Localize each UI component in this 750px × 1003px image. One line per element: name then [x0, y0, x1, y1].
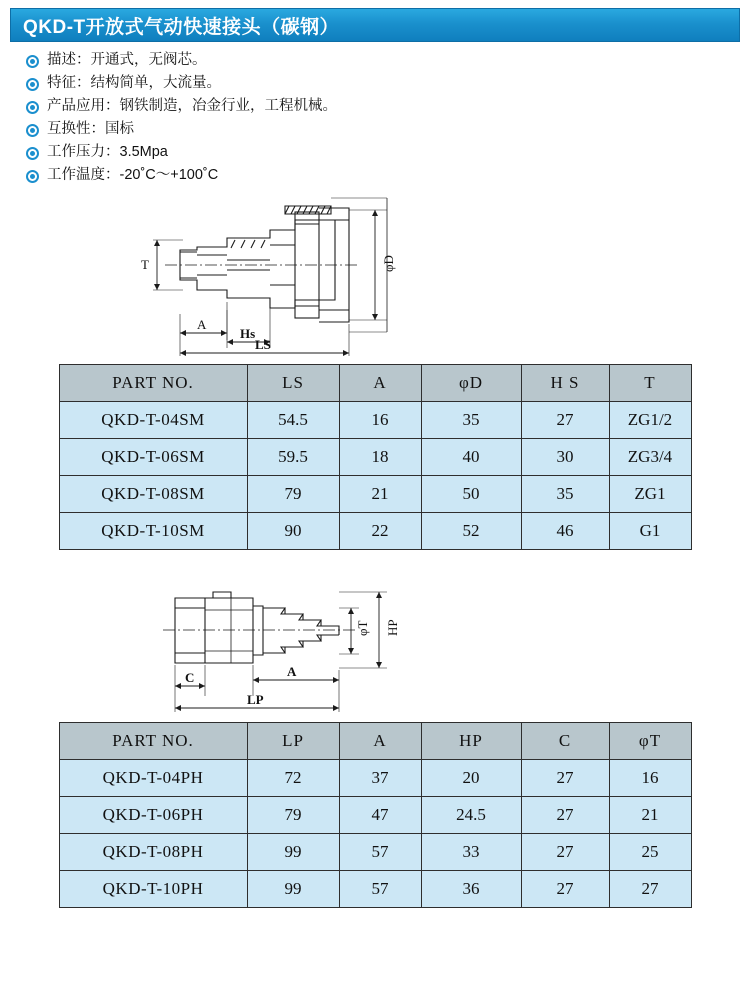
plug-table-wrapper: [0, 722, 750, 908]
cell-c: 27: [521, 871, 609, 908]
cell-a: 37: [339, 760, 421, 797]
cell-part-no: QKD-T-10PH: [59, 871, 247, 908]
list-item: [26, 98, 750, 114]
cell-hs: 35: [521, 476, 609, 513]
cell-phi-d: 52: [421, 513, 521, 550]
spec-application: 产品应用：钢铁制造，冶金行业，工程机械。: [47, 98, 337, 114]
cell-part-no: QKD-T-10SM: [59, 513, 247, 550]
cell-phi-t: 27: [609, 871, 691, 908]
col-ls: LS: [247, 365, 339, 402]
dimension-label-a: A: [287, 664, 297, 679]
cell-a: 18: [339, 439, 421, 476]
cell-lp: 79: [247, 797, 339, 834]
socket-spec-table: [59, 364, 692, 550]
col-hs: H S: [521, 365, 609, 402]
cell-part-no: QKD-T-04SM: [59, 402, 247, 439]
cell-lp: 99: [247, 871, 339, 908]
col-a: A: [339, 365, 421, 402]
dimension-label-t: T: [141, 257, 149, 272]
circle-bullet-icon: [26, 101, 39, 114]
table-header-row: [59, 723, 691, 760]
col-hp: HP: [421, 723, 521, 760]
list-item: [26, 121, 750, 137]
table-row: [59, 760, 691, 797]
circle-bullet-icon: [26, 170, 39, 183]
spec-temperature: 工作温度：-20˚C～+100˚C: [47, 167, 219, 183]
circle-bullet-icon: [26, 124, 39, 137]
cell-hp: 33: [421, 834, 521, 871]
table-row: [59, 871, 691, 908]
table-row: [59, 513, 691, 550]
cell-phi-d: 35: [421, 402, 521, 439]
circle-bullet-icon: [26, 147, 39, 160]
cell-part-no: QKD-T-04PH: [59, 760, 247, 797]
page-title-bar: [10, 8, 740, 42]
cell-a: 22: [339, 513, 421, 550]
col-t: T: [609, 365, 691, 402]
cell-lp: 72: [247, 760, 339, 797]
cell-c: 27: [521, 760, 609, 797]
cell-hp: 24.5: [421, 797, 521, 834]
cell-a: 57: [339, 834, 421, 871]
cell-a: 57: [339, 871, 421, 908]
col-lp: LP: [247, 723, 339, 760]
cell-hs: 27: [521, 402, 609, 439]
table-row: [59, 797, 691, 834]
col-part-no: PART NO.: [59, 365, 247, 402]
dimension-label-phi-d: φD: [381, 255, 396, 272]
cell-part-no: QKD-T-08SM: [59, 476, 247, 513]
list-item: [26, 75, 750, 91]
col-phi-d: φD: [421, 365, 521, 402]
table-row: [59, 476, 691, 513]
cell-phi-d: 40: [421, 439, 521, 476]
cell-hp: 36: [421, 871, 521, 908]
spec-description: 描述：开通式，无阀芯。: [47, 52, 207, 68]
col-phi-t: φT: [609, 723, 691, 760]
cell-t: G1: [609, 513, 691, 550]
cell-lp: 99: [247, 834, 339, 871]
table-row: [59, 402, 691, 439]
cell-hs: 46: [521, 513, 609, 550]
socket-technical-drawing: [0, 190, 750, 358]
dimension-label-hs: Hs: [240, 326, 256, 341]
circle-bullet-icon: [26, 78, 39, 91]
table-row: [59, 439, 691, 476]
col-a: A: [339, 723, 421, 760]
cell-t: ZG1: [609, 476, 691, 513]
cell-phi-t: 16: [609, 760, 691, 797]
table-header-row: [59, 365, 691, 402]
cell-ls: 59.5: [247, 439, 339, 476]
cell-ls: 54.5: [247, 402, 339, 439]
cell-hs: 30: [521, 439, 609, 476]
list-item: [26, 167, 750, 183]
dimension-label-c: C: [185, 670, 195, 685]
spec-interchangeability: 互换性：国标: [47, 121, 134, 137]
spec-pressure: 工作压力：3.5Mpa: [47, 144, 168, 160]
list-item: [26, 52, 750, 68]
cell-phi-t: 25: [609, 834, 691, 871]
list-item: [26, 144, 750, 160]
cell-phi-t: 21: [609, 797, 691, 834]
cell-a: 16: [339, 402, 421, 439]
circle-bullet-icon: [26, 55, 39, 68]
table-row: [59, 834, 691, 871]
dimension-label-a: A: [197, 317, 207, 332]
specification-list: [26, 52, 750, 183]
cell-ls: 90: [247, 513, 339, 550]
dimension-label-hp: HP: [385, 619, 400, 636]
cell-a: 21: [339, 476, 421, 513]
col-part-no: PART NO.: [59, 723, 247, 760]
cell-phi-d: 50: [421, 476, 521, 513]
dimension-label-phi-t: φT: [355, 620, 370, 636]
dimension-label-lp: LP: [247, 692, 264, 707]
cell-ls: 79: [247, 476, 339, 513]
page-title: QKD-T开放式气动快速接头（碳钢）: [23, 16, 340, 38]
cell-c: 27: [521, 797, 609, 834]
plug-technical-drawing: [0, 568, 750, 718]
cell-c: 27: [521, 834, 609, 871]
plug-spec-table: [59, 722, 692, 908]
spec-feature: 特征：结构简单，大流量。: [47, 75, 221, 91]
cell-part-no: QKD-T-08PH: [59, 834, 247, 871]
cell-part-no: QKD-T-06PH: [59, 797, 247, 834]
cell-t: ZG3/4: [609, 439, 691, 476]
dimension-label-ls: LS: [255, 337, 271, 352]
socket-table-wrapper: [0, 364, 750, 550]
cell-t: ZG1/2: [609, 402, 691, 439]
cell-hp: 20: [421, 760, 521, 797]
col-c: C: [521, 723, 609, 760]
cell-part-no: QKD-T-06SM: [59, 439, 247, 476]
cell-a: 47: [339, 797, 421, 834]
